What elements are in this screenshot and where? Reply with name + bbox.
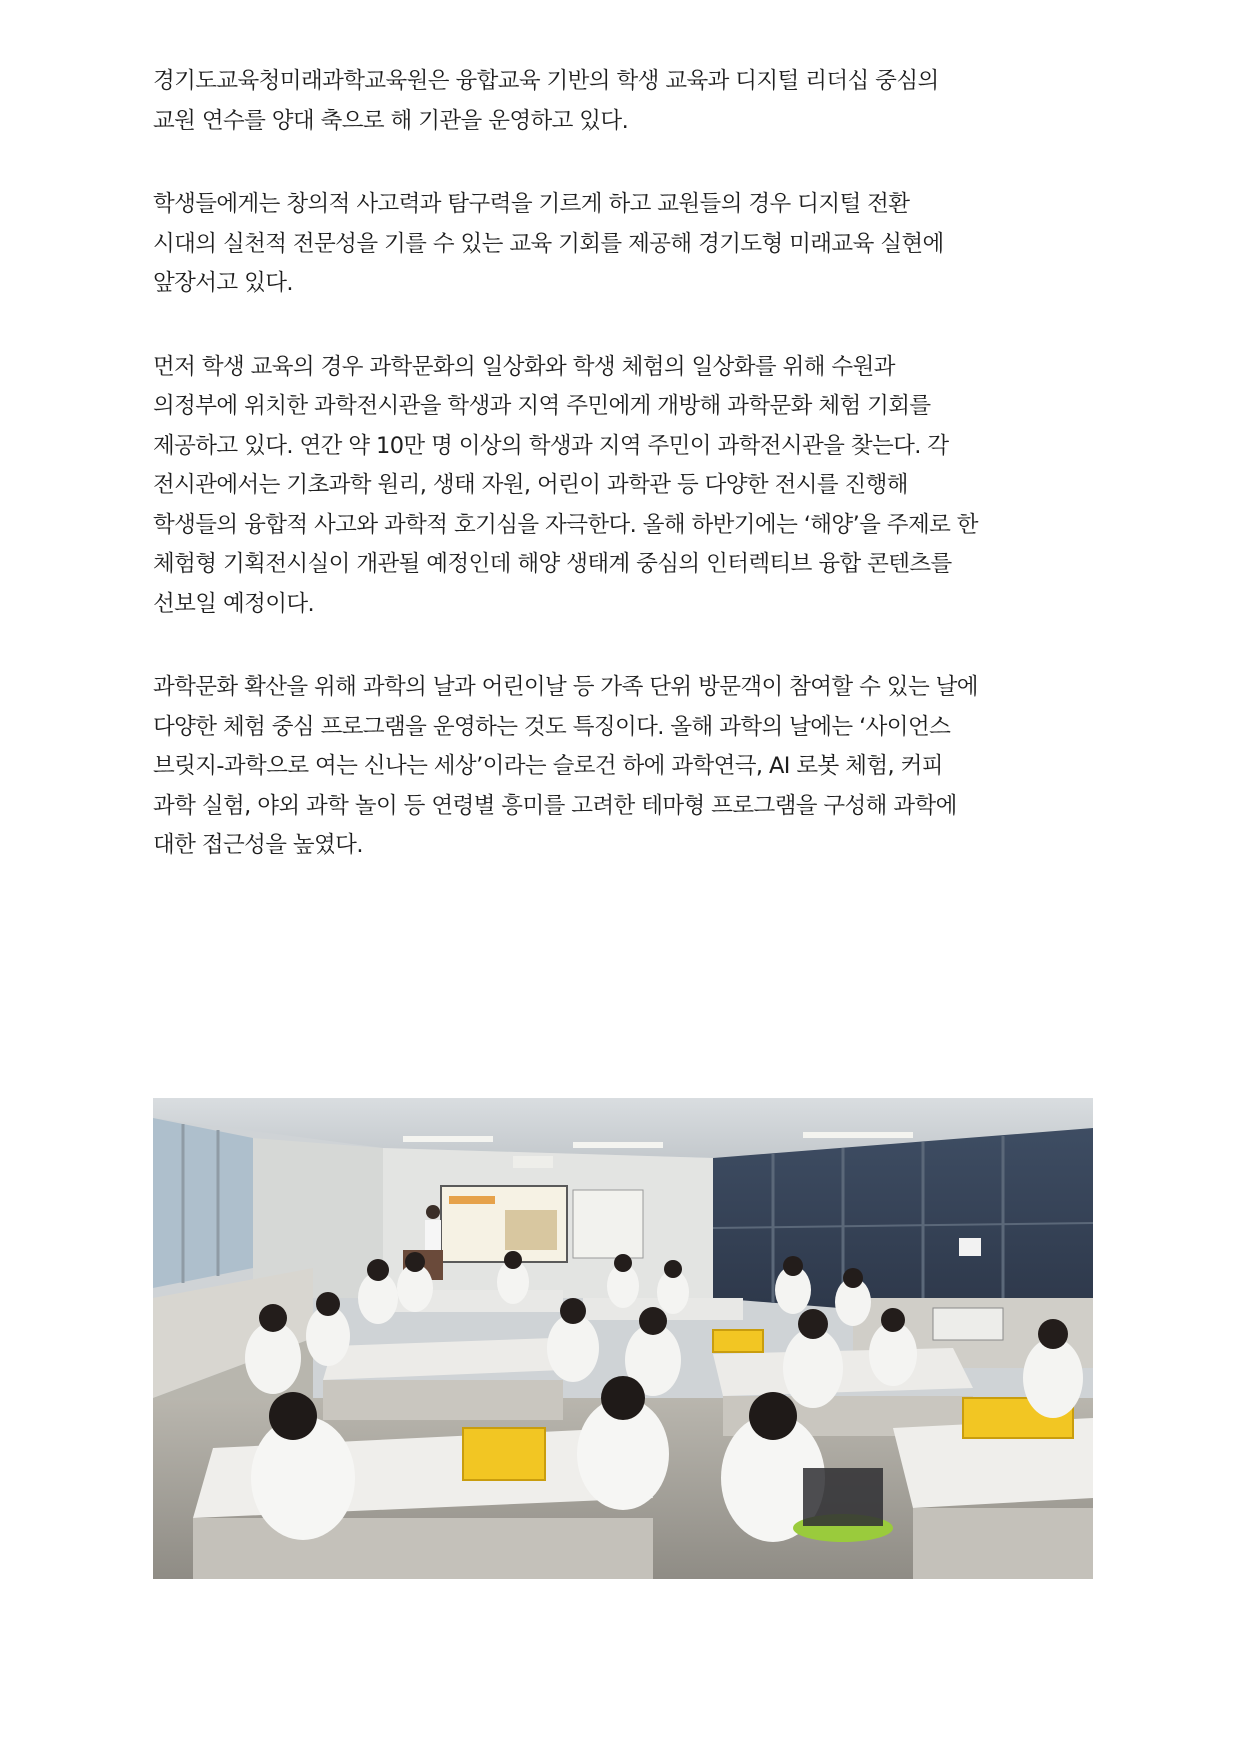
text-line: 과학 실험, 야외 과학 놀이 등 연령별 흥미를 고려한 테마형 프로그램을 구성해 과학에 bbox=[153, 792, 957, 819]
paragraph bbox=[153, 185, 1093, 304]
text-line: 과학문화 확산을 위해 과학의 날과 어린이날 등 가족 단위 방문객이 참여할 수 있는 날에 bbox=[153, 674, 978, 700]
text-line: 대한 접근성을 높였다. bbox=[153, 832, 363, 858]
paragraph bbox=[153, 348, 1093, 625]
paragraph bbox=[153, 668, 1093, 866]
text-line: 브릿지-과학으로 여는 신나는 세상’이라는 슬로건 하에 과학연극, AI 로봇 체험, 커피 bbox=[153, 753, 943, 779]
text-line: 의정부에 위치한 과학전시관을 학생과 지역 주민에게 개방해 과학문화 체험 기회를 bbox=[153, 393, 931, 419]
text-line: 앞장서고 있다. bbox=[153, 270, 293, 296]
text-line: 학생들에게는 창의적 사고력과 탐구력을 기르게 하고 교원들의 경우 디지털 전환 bbox=[153, 191, 910, 217]
text-line: 학생들의 융합적 사고와 과학적 호기심을 자극한다. 올해 하반기에는 ‘해양’을 주제로 한 bbox=[153, 511, 978, 538]
text-line: 체험형 기획전시실이 개관될 예정인데 해양 생태계 중심의 인터렉티브 융합 콘텐츠를 bbox=[153, 551, 952, 577]
text-line: 선보일 예정이다. bbox=[153, 590, 315, 617]
text-line: 다양한 체험 중심 프로그램을 운영하는 것도 특징이다. 올해 과학의 날에는 ‘사이언스 bbox=[153, 713, 951, 740]
classroom-photo bbox=[153, 1098, 1093, 1579]
article-body bbox=[153, 62, 1093, 910]
text-line: 교원 연수를 양대 축으로 해 기관을 운영하고 있다. bbox=[153, 107, 629, 134]
text-line: 경기도교육청미래과학교육원은 융합교육 기반의 학생 교육과 디지털 리더십 중심의 bbox=[153, 68, 939, 94]
text-line: 전시관에서는 기초과학 원리, 생태 자원, 어린이 과학관 등 다양한 전시를 진행해 bbox=[153, 472, 908, 498]
paragraph bbox=[153, 62, 1093, 141]
text-line: 시대의 실천적 전문성을 기를 수 있는 교육 기회를 제공해 경기도형 미래교육 실현에 bbox=[153, 230, 944, 257]
text-line: 먼저 학생 교육의 경우 과학문화의 일상화와 학생 체험의 일상화를 위해 수원과 bbox=[153, 353, 895, 380]
text-line: 제공하고 있다. 연간 약 10만 명 이상의 학생과 지역 주민이 과학전시관을 찾는다. 각 bbox=[153, 432, 949, 459]
